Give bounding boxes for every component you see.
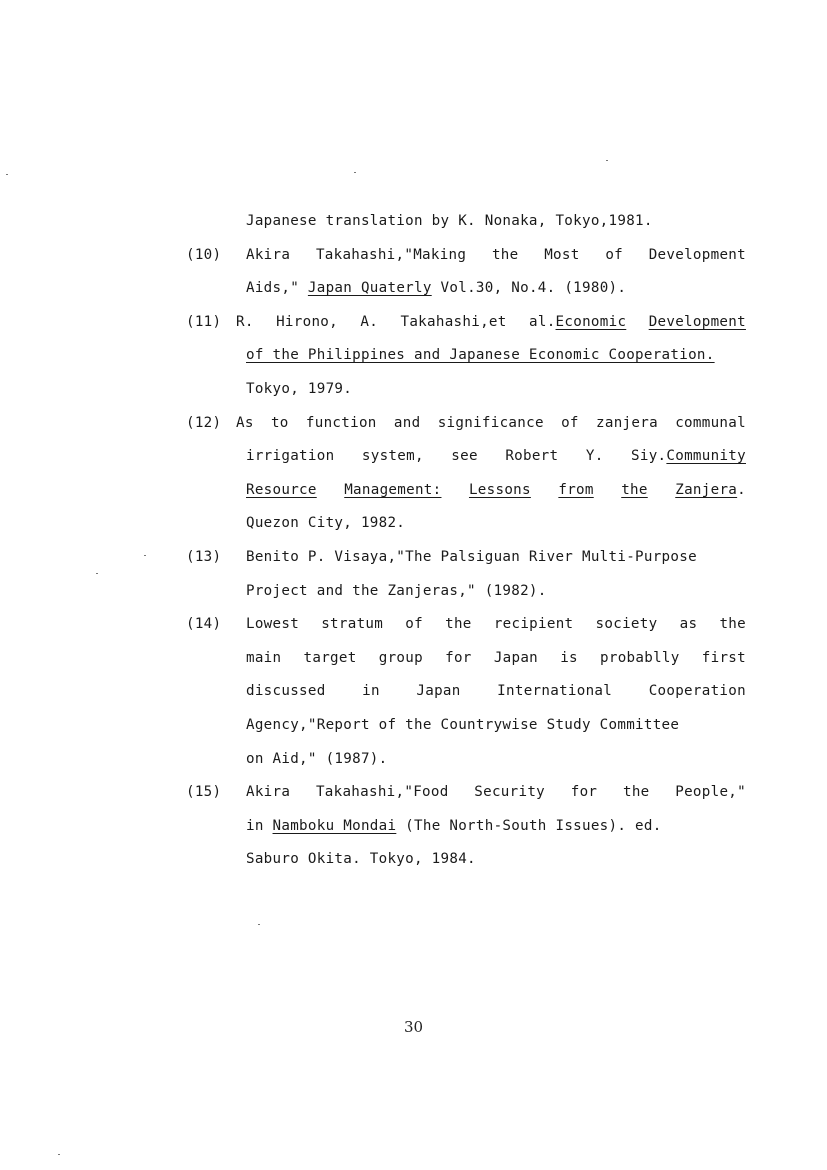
- word: [246, 783, 290, 801]
- text-run: Hirono,: [276, 313, 338, 330]
- word: [321, 615, 383, 633]
- text-run: society: [595, 616, 658, 633]
- text-run: see: [451, 448, 478, 465]
- text-run: International: [497, 683, 613, 700]
- text-line: [236, 414, 746, 432]
- word: [306, 414, 377, 432]
- word: [394, 414, 421, 432]
- reference-number: (13): [186, 549, 222, 565]
- text-run: al.: [529, 313, 556, 330]
- word: [445, 615, 472, 633]
- text-run: Japan: [493, 649, 539, 666]
- word: [596, 414, 658, 432]
- text-run: function: [305, 414, 377, 431]
- text-run: Tokyo, 1979.: [246, 381, 353, 397]
- word: [316, 246, 466, 264]
- text-run: for: [570, 784, 598, 801]
- word: [236, 313, 254, 331]
- word: [586, 447, 604, 465]
- underlined-title: Management:: [344, 481, 442, 498]
- text-run: Cooperation: [648, 683, 746, 700]
- text-line: [246, 380, 352, 398]
- word: [246, 246, 290, 264]
- underlined-title: Community: [666, 448, 746, 465]
- text-run: discussed: [246, 683, 326, 700]
- word: [360, 313, 378, 331]
- text-run: to: [270, 414, 289, 431]
- text-line: [246, 346, 715, 364]
- word: [600, 649, 680, 667]
- word: [680, 615, 698, 633]
- word: [719, 615, 746, 633]
- word: [344, 481, 441, 499]
- underlined-title: Development: [648, 313, 746, 330]
- text-run: on Aid," (1987).: [246, 750, 388, 767]
- scan-speck: [258, 924, 260, 925]
- text-line: [246, 750, 387, 768]
- word: [702, 649, 746, 667]
- text-line: [236, 313, 746, 331]
- reference-number: (11): [186, 313, 222, 330]
- word: [246, 649, 281, 667]
- word: [362, 447, 424, 465]
- word: [469, 481, 531, 499]
- text-line: [246, 817, 662, 835]
- text-line: [246, 447, 746, 465]
- word: [304, 649, 357, 667]
- underlined-title: Zanjera: [675, 481, 738, 498]
- text-run: irrigation: [246, 448, 335, 465]
- text-run: Takahashi,et: [400, 313, 507, 330]
- text-run: Robert: [505, 448, 559, 465]
- text-run: recipient: [493, 616, 574, 633]
- text-run: communal: [675, 414, 746, 431]
- word: [649, 246, 746, 264]
- underlined-title: Lessons: [468, 481, 531, 498]
- text-line: [246, 783, 746, 801]
- underlined-title: from: [558, 481, 594, 498]
- text-run: of: [405, 616, 423, 633]
- text-run: Benito P. Visaya,"The Palsiguan River Multi-Purpose: [246, 549, 697, 565]
- word: [621, 481, 648, 499]
- text-line: [246, 682, 746, 700]
- text-run: for: [445, 649, 472, 666]
- word: [438, 414, 544, 432]
- text-run: Takahashi,"Food: [315, 784, 449, 801]
- text-run: probablly: [600, 649, 680, 666]
- text-run: Most: [544, 246, 580, 263]
- text-run: Y.: [585, 448, 604, 465]
- reference-number: (15): [186, 784, 222, 801]
- word: [246, 447, 334, 465]
- word: [405, 615, 423, 633]
- text-line: [246, 548, 697, 566]
- text-run: Akira: [246, 246, 291, 263]
- text-line: [246, 212, 653, 230]
- word: [675, 414, 746, 432]
- underlined-title: Economic: [555, 313, 627, 330]
- text-run: and: [393, 414, 421, 431]
- text-line: [246, 716, 679, 734]
- text-run: Vol.30, No.4. (1980).: [431, 280, 627, 297]
- underlined-title: of the Philippines and Japanese Economic Cooperation.: [246, 347, 715, 364]
- text-run: the: [491, 246, 519, 263]
- underlined-title: Japan Quaterly: [307, 280, 432, 297]
- scan-speck: [144, 555, 146, 556]
- word: [596, 615, 658, 633]
- word: [379, 649, 423, 667]
- underlined-title: Resource: [246, 481, 317, 498]
- word: [316, 783, 449, 801]
- word: [649, 682, 746, 700]
- text-run: as: [679, 616, 698, 633]
- text-run: significance: [437, 414, 544, 431]
- word: [631, 447, 746, 465]
- word: [236, 414, 254, 432]
- text-line: [246, 246, 746, 264]
- word: [401, 313, 507, 331]
- text-run: the: [719, 616, 746, 633]
- text-run: .: [737, 481, 746, 498]
- text-run: the: [445, 616, 472, 633]
- underlined-title: Namboku Mondai: [272, 817, 397, 834]
- word: [271, 414, 289, 432]
- word: [571, 783, 598, 801]
- word: [675, 783, 746, 801]
- text-run: is: [560, 649, 578, 666]
- word: [497, 682, 612, 700]
- scan-speck: [6, 174, 8, 175]
- text-run: Japan: [416, 683, 461, 700]
- text-line: [246, 649, 746, 667]
- text-run: As: [236, 414, 254, 431]
- scan-speck: [354, 172, 356, 173]
- word: [246, 682, 326, 700]
- text-run: Lowest: [246, 616, 300, 633]
- page-number: 30: [403, 1018, 424, 1036]
- word: [416, 682, 460, 700]
- text-line: [246, 279, 626, 297]
- reference-number: (12): [186, 414, 222, 431]
- text-run: People,": [675, 784, 746, 801]
- word: [560, 649, 578, 667]
- word: [474, 783, 545, 801]
- text-run: target: [303, 649, 357, 666]
- text-line: [246, 514, 405, 532]
- text-run: R.: [236, 313, 254, 330]
- word: [494, 615, 574, 633]
- word: [529, 313, 626, 331]
- word: [605, 246, 623, 264]
- text-run: Quezon City, 1982.: [246, 515, 406, 532]
- text-run: Siy.: [631, 448, 667, 465]
- text-run: of: [561, 414, 579, 431]
- text-line: [246, 850, 476, 868]
- word: [544, 246, 579, 264]
- word: [246, 481, 317, 499]
- text-line: [246, 582, 547, 600]
- word: [445, 649, 472, 667]
- text-run: zanjera: [596, 414, 658, 431]
- text-line: [246, 481, 746, 499]
- scan-speck: [606, 160, 608, 161]
- text-run: (The North-South Issues). ed.: [396, 817, 662, 834]
- word: [505, 447, 558, 465]
- scan-speck: [58, 1154, 60, 1155]
- word: [649, 313, 746, 331]
- underlined-title: the: [621, 481, 648, 498]
- text-run: Akira: [246, 784, 291, 801]
- text-run: group: [378, 649, 423, 666]
- text-run: Security: [474, 784, 546, 801]
- text-run: main: [246, 649, 282, 666]
- text-run: A.: [360, 313, 379, 330]
- word: [675, 481, 746, 499]
- text-run: Takahashi,"Making: [315, 246, 467, 263]
- reference-number: (10): [186, 246, 222, 263]
- word: [561, 414, 579, 432]
- reference-number: (14): [186, 616, 222, 633]
- text-run: in: [362, 683, 380, 700]
- text-run: Agency,"Report of the Countrywise Study Committee: [246, 717, 680, 733]
- text-run: system,: [361, 448, 424, 465]
- word: [494, 649, 538, 667]
- text-run: the: [622, 784, 650, 801]
- word: [623, 783, 650, 801]
- text-run: Japanese translation by K. Nonaka, Tokyo,1981.: [246, 213, 653, 229]
- word: [558, 481, 593, 499]
- scan-speck: [96, 573, 98, 574]
- text-line: [246, 615, 746, 633]
- word: [246, 615, 299, 633]
- text-run: first: [701, 649, 746, 666]
- word: [276, 313, 338, 331]
- word: [362, 682, 380, 700]
- word: [492, 246, 519, 264]
- text-run: in: [246, 817, 273, 834]
- text-run: Project and the Zanjeras," (1982).: [246, 582, 547, 599]
- text-run: stratum: [321, 616, 384, 633]
- text-run: Saburo Okita. Tokyo, 1984.: [246, 851, 476, 868]
- text-run: of: [605, 246, 623, 263]
- text-run: Development: [648, 246, 746, 263]
- word: [451, 447, 478, 465]
- text-run: Aids,": [246, 280, 308, 297]
